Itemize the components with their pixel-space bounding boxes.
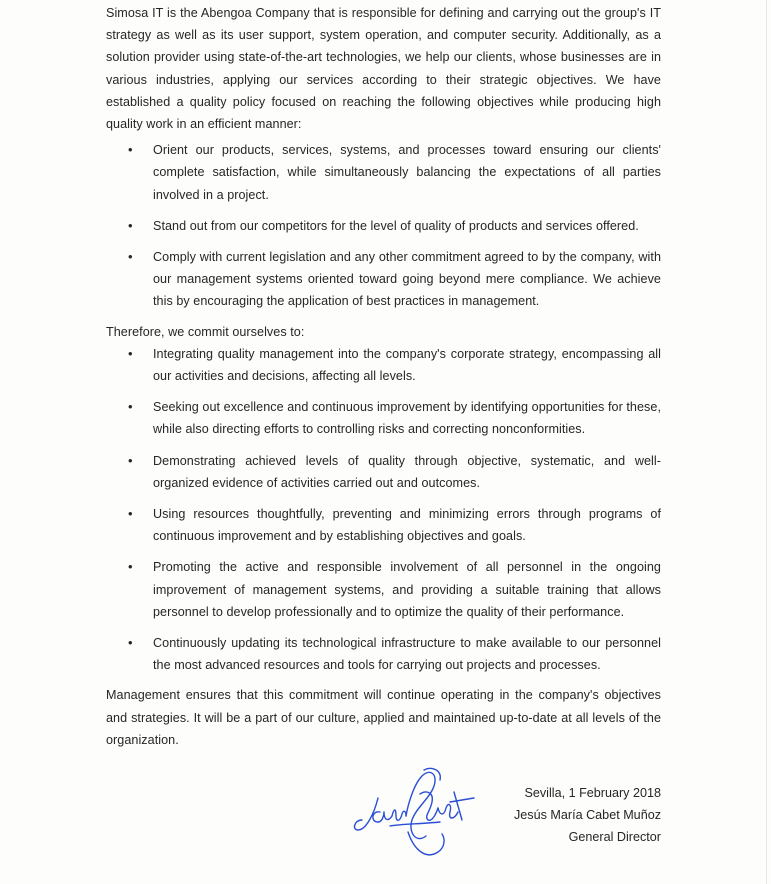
- signatory-title: General Director: [568, 830, 661, 845]
- intro-paragraph: Simosa IT is the Abengoa Company that is responsible for defining and carrying out the group's IT strategy as well as its user support, system operation, and computer security. Additionally, as a solution provider using state-of-the-art technologies, we help our clients, whose businesses are in various industries, applying our services according to their strategic objectives. We have established a quality policy focused on reaching the following objectives while producing high quality work in an efficient manner:: [106, 6, 661, 132]
- signatory-name: Jesús María Cabet Muñoz: [514, 808, 661, 823]
- place-date: Sevilla, 1 February 2018: [524, 786, 661, 800]
- closing-paragraph: Management ensures that this commitment will continue operating in the company's objectives and strategies. It will be a part of our culture, applied and maintained up-to-date at all levels of the organization.: [106, 688, 661, 747]
- commitment-item: • Using resources thoughtfully, preventing and minimizing errors through programs of continuous improvement and by establishing objectives and goals.: [106, 503, 661, 547]
- commitments-list: [106, 343, 661, 677]
- commitment-item: • Integrating quality management into the company's corporate strategy, encompassing all our activities and decisions, affecting all levels.: [106, 343, 661, 387]
- commitment-item: • Continuously updating its technological infrastructure to make available to our personnel the most advanced resources and tools for carrying out projects and processes.: [106, 632, 661, 676]
- commitment-item: • Demonstrating achieved levels of quality through objective, systematic, and well-organized evidence of activities carried out and outcomes.: [106, 450, 661, 494]
- commitment-item: • Seeking out excellence and continuous improvement by identifying opportunities for these, while also directing efforts to controlling risks and correcting nonconformities.: [106, 396, 661, 440]
- commitment-item: • Promoting the active and responsible involvement of all personnel in the ongoing improvement of management systems, and providing a suitable training that allows personnel to develop professionally and to optimize the quality of their performance.: [106, 556, 661, 623]
- page-edge: [766, 0, 767, 884]
- objective-item: • Comply with current legislation and any other commitment agreed to by the company, with our management systems oriented toward going beyond mere compliance. We achieve this by encouraging the application of best practices in management.: [106, 246, 661, 313]
- signature-block: [514, 782, 661, 849]
- objective-item: • Stand out from our competitors for the level of quality of products and services offered.: [106, 215, 661, 237]
- objective-item: • Orient our products, services, systems, and processes toward ensuring our clients' complete satisfaction, while simultaneously balancing the expectations of all parties involved in a project.: [106, 139, 661, 206]
- objectives-list: [106, 139, 661, 312]
- policy-body: [106, 2, 661, 751]
- signature: [350, 764, 490, 864]
- commit-heading: Therefore, we commit ourselves to:: [106, 324, 305, 339]
